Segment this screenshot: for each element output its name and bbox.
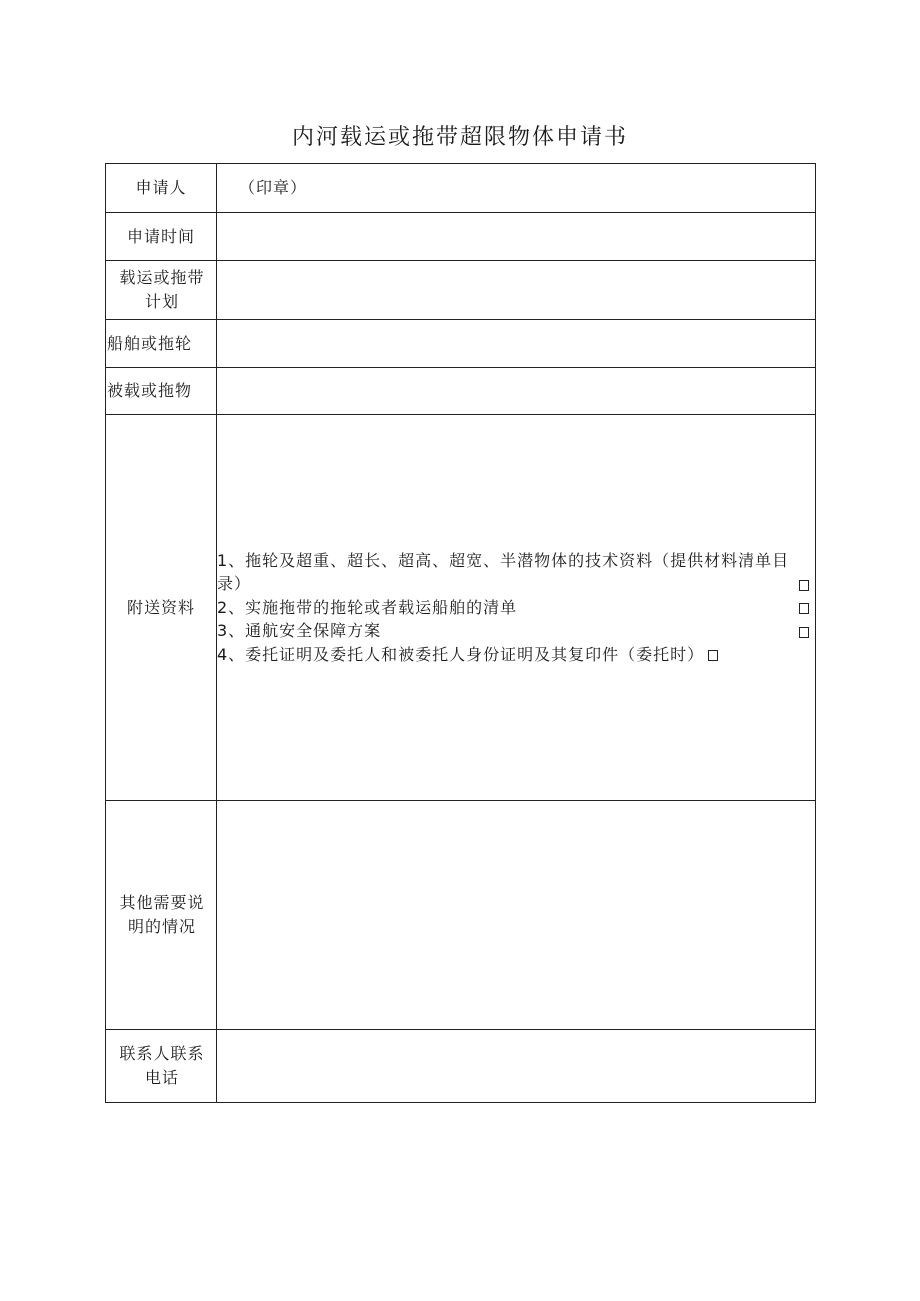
contact-field[interactable] [217, 1030, 816, 1103]
plan-row [106, 261, 816, 320]
checkbox-icon[interactable] [708, 650, 718, 661]
applicant-value[interactable] [217, 164, 816, 213]
apply-time-label: 申请时间 [106, 213, 217, 261]
contact-label: 联系人联系电话 [106, 1030, 217, 1103]
plan-field[interactable] [217, 261, 816, 320]
vessel-field[interactable] [217, 320, 816, 368]
application-form-table [105, 163, 816, 1103]
attachments-row [106, 415, 816, 801]
attachment-item-4 [217, 643, 815, 667]
checkbox-icon[interactable] [799, 603, 809, 614]
apply-time-field[interactable] [217, 213, 816, 261]
vessel-label: 船舶或拖轮 [106, 320, 217, 368]
applicant-row [106, 164, 816, 213]
attachment-item-1 [217, 549, 815, 596]
contact-row [106, 1030, 816, 1103]
attachment-item-3-text: 3、通航安全保障方案 [217, 621, 382, 641]
attachments-list [217, 549, 815, 667]
checkbox-icon[interactable] [799, 580, 809, 591]
attachment-item-3 [217, 619, 815, 643]
applicant-label: 申请人 [106, 164, 217, 213]
attachment-item-2-text: 2、实施拖带的拖轮或者载运船舶的清单 [217, 597, 518, 617]
object-row [106, 368, 816, 415]
attachments-cell [217, 415, 816, 801]
checkbox-icon[interactable] [799, 627, 809, 638]
attachment-item-1-text: 1、拖轮及超重、超长、超高、超宽、半潜物体的技术资料（提供材料清单目录） [217, 550, 790, 594]
other-field[interactable] [217, 801, 816, 1030]
attachment-item-2 [217, 596, 815, 620]
attachment-item-4-text: 4、委托证明及委托人和被委托人身份证明及其复印件（委托时） [217, 644, 705, 664]
apply-time-row [106, 213, 816, 261]
form-title: 内河载运或拖带超限物体申请书 [291, 125, 628, 150]
other-row [106, 801, 816, 1030]
object-label: 被载或拖物 [106, 368, 217, 415]
plan-label: 载运或拖带计划 [106, 261, 217, 320]
other-label: 其他需要说明的情况 [106, 801, 217, 1030]
vessel-row [106, 320, 816, 368]
attachments-label: 附送资料 [106, 415, 217, 801]
seal-placeholder: （印章） [239, 178, 308, 197]
object-field[interactable] [217, 368, 816, 415]
